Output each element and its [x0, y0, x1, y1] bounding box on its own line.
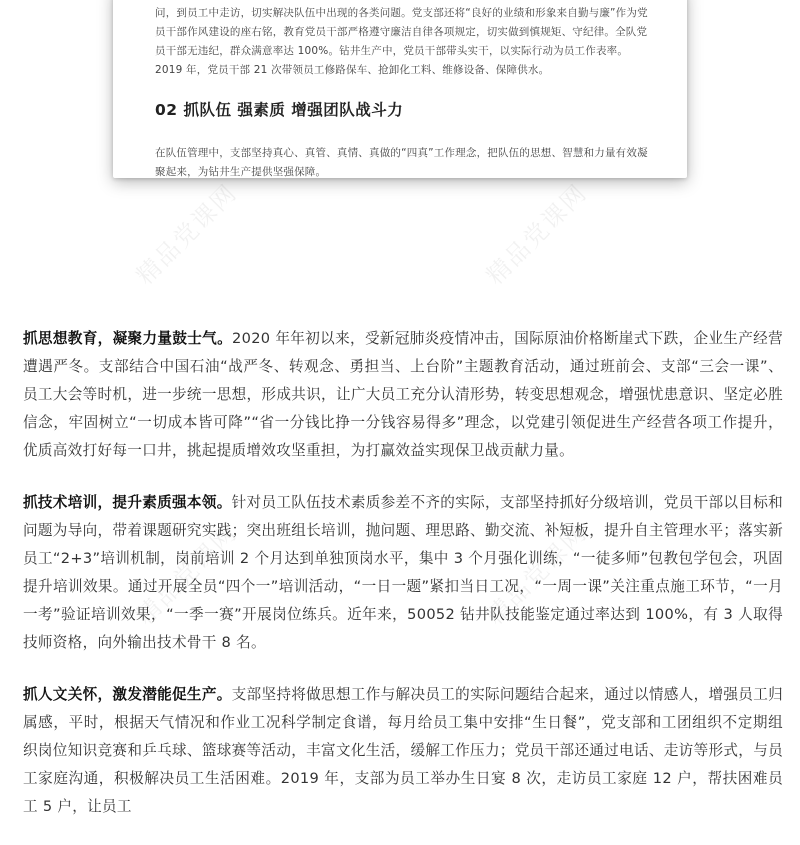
- watermark: 精品党课网: [130, 178, 243, 291]
- watermark: 精品党课网: [480, 178, 593, 291]
- article-paragraph: [23, 489, 783, 657]
- article-paragraph: [23, 325, 783, 465]
- watermark: 精品党课网: [130, 518, 243, 631]
- section-heading: 02 抓队伍 强素质 增强团队战斗力: [155, 101, 404, 119]
- article-paragraph: [23, 681, 783, 821]
- paragraph-text: 支部坚持将做思想工作与解决员工的实际问题结合起来，通过以情感人，增强员工归属感，平时，根据天气情况和作业工况科学制定食谱，每月给员工集中安排“生日餐”，党支部和工团组织不定期组织岗位知识竞赛和乒乓球、篮球赛等活动，丰富文化生活，缓解工作压力；党员干部还通过电话、走访等形式，与员工家庭沟通，积极解决员工生活困难。2019 年，支部为员工举办生日宴 8 次，走访员工家庭 12 户，帮扶困难员工 5 户，让员工: [23, 686, 784, 815]
- paragraph-lead: 抓人文关怀，激发潜能促生产。: [23, 686, 232, 703]
- card-paragraph: 在队伍管理中，支部坚持真心、真管、真情、真做的“四真”工作理念，把队伍的思想、智慧和力量有效凝聚起来，为钻井生产提供坚强保障。: [155, 147, 648, 178]
- card-paragraph: 问，到员工中走访，切实解决队伍中出现的各类问题。党支部还将“良好的业绩和形象来自勤与廉”作为党员干部作风建设的座右铭，教育党员干部严格遵守廉洁自律各项规定，切实做到慎规矩、守纪律。全队党员干部无违纪，群众满意率达 100%。钻井生产中，党员干部带头实干，以实际行动为员工作表率。2019 年，党员干部 21 次带领员工修路保车、抢卸化工料、维修设备、保障供水。: [155, 7, 648, 76]
- paragraph-lead: 抓思想教育，凝聚力量鼓士气。: [23, 330, 233, 347]
- paragraph-text: 2020 年年初以来，受新冠肺炎疫情冲击，国际原油价格断崖式下跌，企业生产经营遭遇严冬。支部结合中国石油“战严冬、转观念、勇担当、上台阶”主题教育活动，通过班前会、支部“三会一课”、员工大会等时机，进一步统一思想，形成共识，让广大员工充分认清形势，转变思想观念，增强忧患意识、坚定必胜信念，牢固树立“一切成本皆可降”“省一分钱比挣一分钱容易得多”理念，以党建引领促进生产经营各项工作提升，优质高效打好每一口井，挑起提质增效攻坚重担，为打赢效益实现保卫战贡献力量。: [23, 330, 783, 459]
- excerpt-card: [113, 0, 687, 178]
- paragraph-lead: 抓技术培训，提升素质强本领。: [23, 494, 232, 511]
- watermark: 精品党课网: [480, 518, 593, 631]
- paragraph-text: 针对员工队伍技术素质参差不齐的实际，支部坚持抓好分级培训，党员干部以目标和问题为导向，带着课题研究实践；突出班组长培训，抛问题、理思路、勤交流、补短板，提升自主管理水平；落实新员工“2+3”培训机制，岗前培训 2 个月达到单独顶岗水平，集中 3 个月强化训练，“一徒多师”包教包学包会，巩固提升培训效果。通过开展全员“四个一”培训活动，“一日一题”紧扣当日工况，“一周一课”关注重点施工环节，“一月一考”验证培训效果，“一季一赛”开展岗位练兵。近年来，50052 钻井队技能鉴定通过率达到 100%，有 3 人取得技师资格，向外输出技术骨干 8 名。: [23, 494, 784, 651]
- article-body: [23, 325, 783, 845]
